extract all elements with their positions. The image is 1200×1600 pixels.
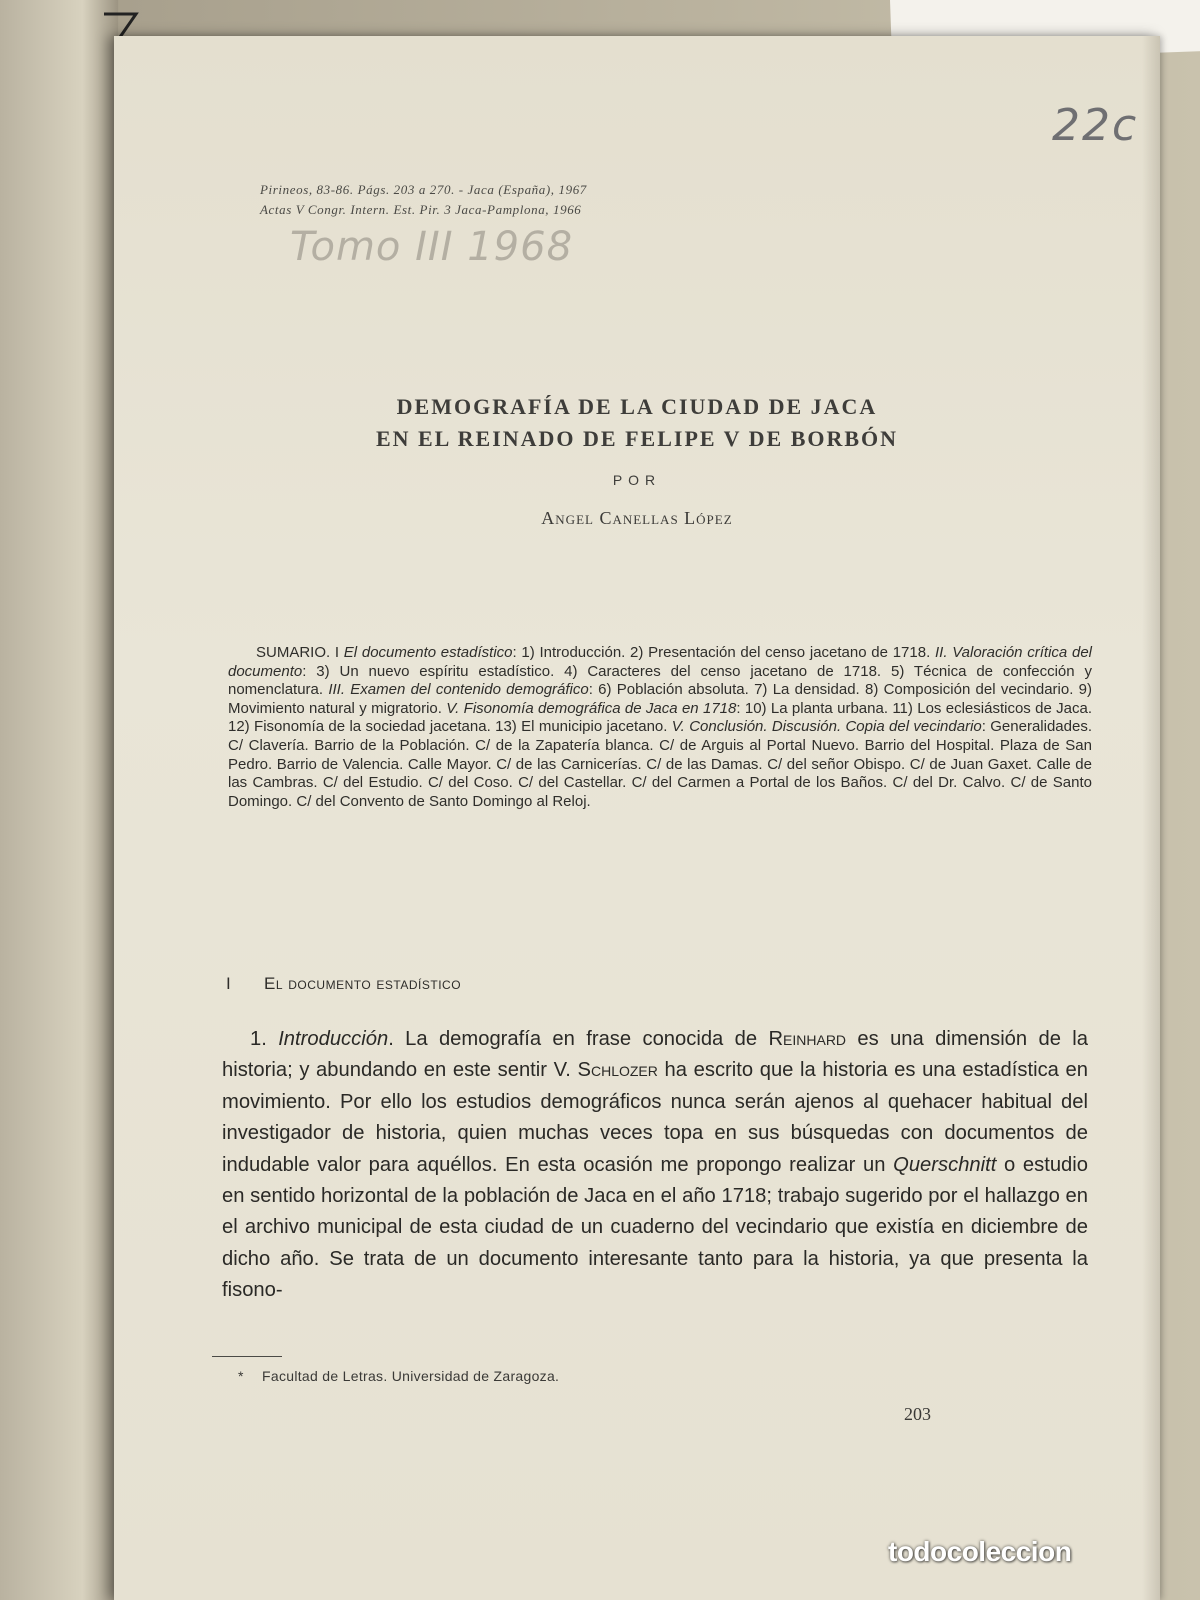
page-number: 203 (904, 1404, 931, 1424)
byline-por: POR (612, 472, 662, 488)
document-page (114, 36, 1160, 1600)
footnote-text: Facultad de Letras. Universidad de Zaragoza. (262, 1368, 560, 1384)
summary-text-5: : Generalidades. C/ Clavería. Barrio de la Población. C/ de la Zapatería blanca. C/ de Arguis al Portal Nuevo. Barrio del Hospital. Plaza de San Pedro. Barrio de Valencia. Calle Mayor. C/ de las Carnicerías. C/ de las Damas. C/ del señor Obispo. C/ de Juan Gaxet. Calle de las Cambras. C/ del Estudio. C/ del Coso. C/ del Castellar. C/ del Carmen a Portal de los Baños. C/ del Dr. Calvo. C/ de Santo Domingo. C/ del Convento de Santo Domingo al Reloj. (228, 718, 1093, 810)
site-watermark: todocoleccion (888, 1536, 1072, 1567)
journal-reference-line-2: Actas V Congr. Intern. Est. Pir. 3 Jaca-Pamplona, 1966 (260, 202, 582, 217)
summary-section-4: V. Fisonomía demográfica de Jaca en 1718 (446, 699, 737, 717)
summary-section-3: III. Examen del contenido demográfico (328, 681, 589, 699)
body-text-1: 1. (250, 1028, 279, 1050)
body-text-4: ha escrito que la historia es una estadística en movimiento. Por ello los estudios demográficos nunca serán ajenos al quehacer habitual del investigador de historia, quien muchas veces topa en sus búsquedas con documentos de indudable valor para aquéllos. En esta ocasión me propongo realizar un (222, 1059, 1088, 1176)
article-title-line-2: EN EL REINADO DE FELIPE V DE BORBÓN (375, 426, 899, 451)
article-title-line-1: DEMOGRAFÍA DE LA CIUDAD DE JACA (396, 394, 878, 419)
body-text-3: es una dimensión de la historia; y abundando en este sentir V. (222, 1028, 1089, 1082)
previous-page-edge (0, 0, 118, 1600)
summary-section-5: V. Conclusión. Discusión. Copia del vecindario (671, 718, 982, 736)
summary-text-1: : 1) Introducción. 2) Presentación del censo jacetano de 1718. (512, 644, 935, 661)
summary-text-3: : 6) Población absoluta. 7) La densidad. 8) Composición del vecindario. 9) Movimiento natural y migratorio. (228, 681, 1092, 717)
handwritten-catalog-number: 22c (1052, 100, 1139, 151)
corner-mark (100, 0, 140, 40)
summary-text-2: : 3) Un nuevo espíritu estadístico. 4) Caracteres del censo jacetano de 1718. 5) Técnica de confección y nomenclatura. (228, 662, 1092, 699)
body-text-2: . La demografía en frase conocida de (388, 1028, 769, 1050)
summary-text-4: : 10) La planta urbana. 11) Los eclesiásticos de Jaca. 12) Fisonomía de la sociedad jacetana. 13) El municipio jacetano. (228, 699, 1092, 736)
footnote (238, 1368, 559, 1384)
footnote-rule (212, 1356, 282, 1357)
journal-reference-line-1: Pirineos, 83-86. Págs. 203 a 270. - Jaca (España), 1967 (260, 182, 587, 197)
handwritten-volume-note: Tomo III 1968 (290, 224, 574, 270)
body-paragraph (222, 1024, 1088, 1307)
body-text-5: o estudio en sentido horizontal de la población de Jaca en el año 1718; trabajo sugerido por el hallazgo en el archivo municipal de esta ciudad de un cuaderno del vecindario que existía en diciembre de dicho año. Se trata de un documento interesante tanto para la historia, ya que presenta la fisono- (222, 1153, 1088, 1302)
summary-section-1: El documento estadístico (343, 644, 513, 661)
footnote-marker: * (238, 1368, 244, 1384)
section-number: I (226, 974, 232, 993)
body-name-reinhard: Reinhard (768, 1028, 847, 1050)
section-title: El documento estadístico (264, 974, 462, 993)
author-name: Angel Canellas López (541, 508, 733, 528)
summary-section-2: II. Valoración crítica del documento (228, 644, 1092, 680)
body-subheading: Introducción (278, 1028, 389, 1050)
summary-paragraph (228, 644, 1092, 811)
body-term-querschnitt: Querschnitt (893, 1153, 997, 1176)
body-name-schlozer: Schlozer (577, 1059, 658, 1082)
page-shadow (1142, 36, 1160, 1600)
summary-lead: SUMARIO. I (256, 644, 344, 661)
section-heading (226, 974, 461, 994)
